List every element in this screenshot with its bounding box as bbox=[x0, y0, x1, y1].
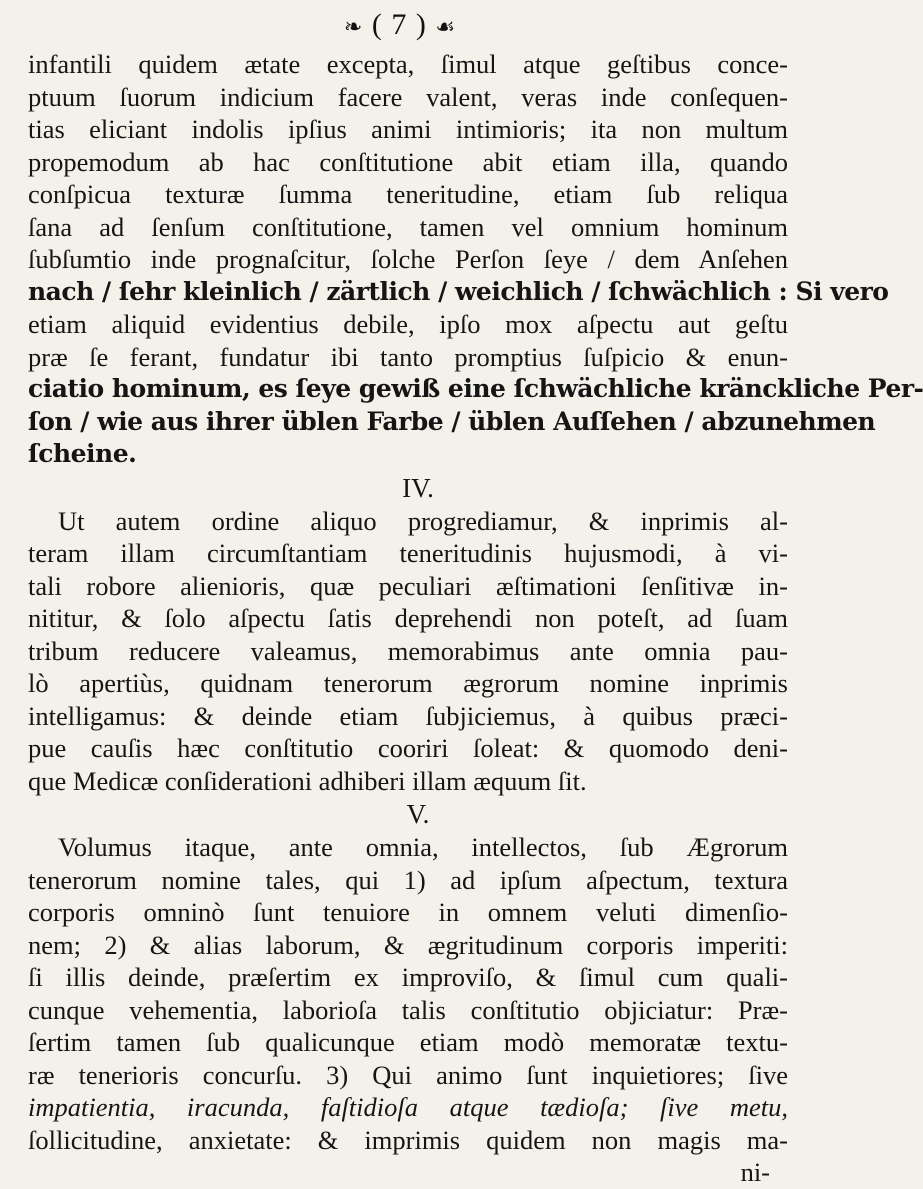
text-line: intelligamus: & deinde etiam ſubjiciemus, à quibus præci- bbox=[28, 700, 788, 731]
text-line: præ ſe ferant, fundatur ibi tanto promptius ſuſpicio & enun- bbox=[28, 341, 788, 372]
body-text bbox=[28, 48, 923, 1188]
text-line: impatientia, iracunda, faſtidioſa atque tædioſa; ſive metu, bbox=[28, 1092, 788, 1122]
text-line: Ut autem ordine aliquo progrediamur, & inprimis al- bbox=[58, 505, 788, 536]
ornament-left-icon: ❧ bbox=[343, 14, 364, 40]
page-header bbox=[0, 8, 800, 42]
text-line: propemodum ab hac conſtitutione abit etiam illa, quando bbox=[28, 146, 788, 177]
text-line: ſi illis deinde, præſertim ex improviſo, & ſimul cum quali- bbox=[28, 962, 788, 992]
text-line-german: ſon / wie aus ihrer üblen Farbe / üblen Auſſehen / abzunehmen bbox=[28, 406, 876, 436]
text-line: corporis omninò ſunt tenuiore in omnem veluti dimenſio- bbox=[28, 897, 788, 927]
text-line: nititur, & ſolo aſpectu ſatis deprehendi non poteſt, ad ſuam bbox=[28, 603, 788, 633]
text-line: ſana ad ſenſum conſtitutione, tamen vel omnium hominum bbox=[28, 211, 788, 242]
text-line: Volumus itaque, ante omnia, intellectos, ſub Ægrorum bbox=[58, 832, 788, 862]
text-line: ptuum ſuorum indicium facere valent, veras inde conſequen- bbox=[28, 81, 788, 112]
paragraph-1 bbox=[28, 48, 923, 471]
text-line: etiam aliquid evidentius debile, ipſo mox aſpectu aut geſtu bbox=[28, 309, 788, 339]
text-line: infantili quidem ætate excepta, ſimul atque geſtibus conce- bbox=[28, 49, 788, 79]
section-number-4: IV. bbox=[402, 472, 434, 503]
text-line: ſertim tamen ſub qualicunque etiam modò memoratæ textu- bbox=[28, 1027, 788, 1057]
text-line: ſubſumtio inde prognaſcitur, ſolche Perſon ſeye / dem Anſehen bbox=[28, 244, 788, 274]
text-line: cunque vehementia, laborioſa talis conſtitutio objiciatur: Præ- bbox=[28, 994, 788, 1025]
text-line: teram illam circumſtantiam teneritudinis hujusmodi, à vi- bbox=[28, 538, 788, 568]
section-5-paragraph bbox=[28, 831, 788, 1188]
text-line: tias eliciant indolis ipſius animi intimioris; ita non multum bbox=[28, 114, 788, 144]
text-line: pue cauſis hæc conſtitutio cooriri ſoleat: & quomodo deni- bbox=[28, 733, 788, 763]
text-line: tali robore alienioris, quæ peculiari æſtimationi ſenſitivæ in- bbox=[28, 570, 788, 601]
text-line: tenerorum nomine tales, qui 1) ad ipſum aſpectum, textura bbox=[28, 864, 788, 895]
text-line-german: ſcheine. bbox=[28, 439, 137, 468]
text-line: ræ tenerioris concurſu. 3) Qui animo ſunt inquietiores; ſive bbox=[28, 1059, 788, 1090]
section-number-5: V. bbox=[406, 799, 430, 829]
text-line: que Medicæ conſiderationi adhiberi illam æquum ſit. bbox=[28, 765, 587, 796]
text-line: lò apertiùs, quidnam tenerorum ægrorum nomine inprimis bbox=[28, 668, 788, 698]
text-line: nem; 2) & alias laborum, & ægritudinum corporis imperiti: bbox=[28, 929, 788, 960]
text-line-german: ciatio hominum, es ſeye gewiß eine ſchwächliche kränckliche Per- bbox=[28, 374, 923, 403]
text-line: tribum reducere valeamus, memorabimus ante omnia pau- bbox=[28, 635, 788, 666]
text-line-german: nach / ſehr kleinlich / zärtlich / weichlich / ſchwächlich : Si vero bbox=[28, 276, 889, 306]
page-number: ( 7 ) bbox=[371, 8, 427, 41]
text-line: ſollicitudine, anxietate: & imprimis quidem non magis ma- bbox=[28, 1124, 788, 1155]
catchword: ni- bbox=[740, 1157, 770, 1187]
text-line: conſpicua texturæ ſumma teneritudine, etiam ſub reliqua bbox=[28, 179, 788, 209]
section-4-paragraph bbox=[28, 505, 788, 798]
ornament-right-icon: ☙ bbox=[435, 14, 457, 40]
